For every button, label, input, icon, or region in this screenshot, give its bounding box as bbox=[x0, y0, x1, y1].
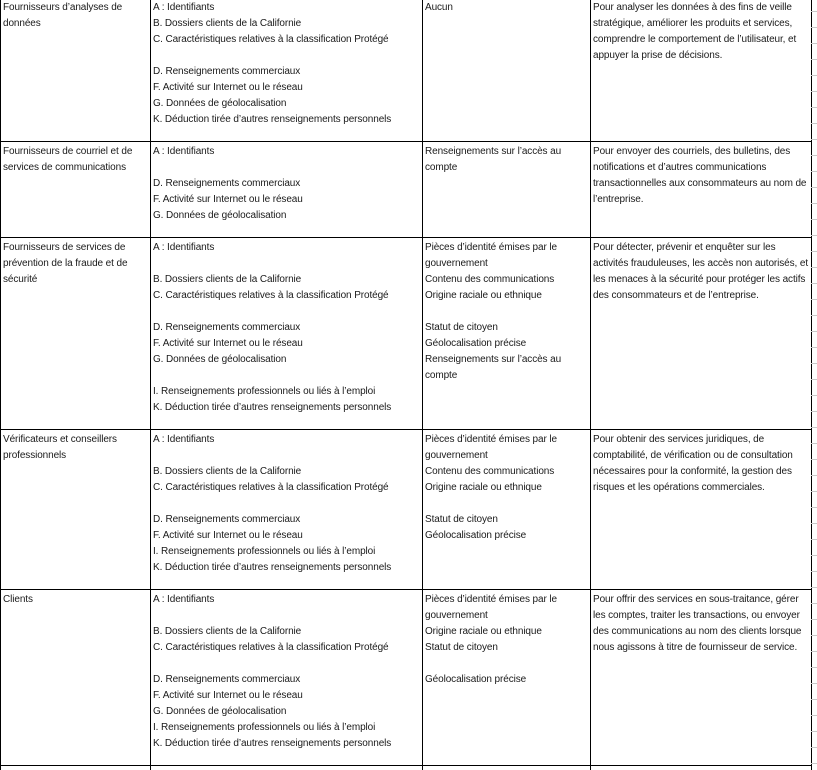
sheet-row-tick bbox=[811, 267, 817, 268]
info-categories-cell bbox=[153, 240, 421, 416]
cell-line: I. Renseignements professionnels ou liés à l’emploi bbox=[153, 722, 376, 733]
cell-line: gouvernement bbox=[425, 450, 488, 461]
cell-line: B. Dossiers clients de la Californie bbox=[153, 18, 302, 29]
cell-line: Renseignements sur l’accès au bbox=[425, 146, 562, 157]
cell-line: C. Caractéristiques relatives à la classification Protégé bbox=[153, 290, 389, 301]
cell-line bbox=[153, 256, 421, 272]
sheet-row-tick bbox=[811, 411, 817, 412]
category-label: Fournisseurs de courriel et de services de communications bbox=[3, 146, 133, 173]
cell-line: B. Dossiers clients de la Californie bbox=[153, 626, 302, 637]
purpose-text: Pour détecter, prévenir et enquêter sur les activités frauduleuses, les accès non autorisés, et les menaces à la sécurité pour protéger les actifs des consommateurs et de l’entreprise. bbox=[593, 242, 809, 301]
sheet-row-tick bbox=[811, 235, 817, 236]
sheet-row-tick bbox=[811, 283, 817, 284]
sheet-row-tick bbox=[811, 187, 817, 188]
sheet-row-tick bbox=[811, 427, 817, 428]
sheet-row-tick bbox=[811, 651, 817, 652]
sheet-row-tick bbox=[811, 555, 817, 556]
purpose-cell bbox=[593, 144, 811, 208]
column-divider bbox=[150, 0, 151, 770]
cell-line: F. Activité sur Internet ou le réseau bbox=[153, 690, 303, 701]
cell-line: gouvernement bbox=[425, 610, 488, 621]
category-cell bbox=[3, 144, 145, 176]
category-cell bbox=[3, 592, 145, 608]
cell-line: G. Données de géolocalisation bbox=[153, 706, 287, 717]
cell-line bbox=[153, 304, 421, 320]
cell-line: K. Déduction tirée d’autres renseignements personnels bbox=[153, 562, 392, 573]
row-divider bbox=[0, 765, 811, 766]
cell-line: B. Dossiers clients de la Californie bbox=[153, 466, 302, 477]
cell-line: A : Identifiants bbox=[153, 2, 215, 13]
cell-line: F. Activité sur Internet ou le réseau bbox=[153, 82, 303, 93]
cell-line: F. Activité sur Internet ou le réseau bbox=[153, 338, 303, 349]
sheet-row-tick bbox=[811, 379, 817, 380]
sheet-row-tick bbox=[811, 331, 817, 332]
sheet-row-tick bbox=[811, 699, 817, 700]
sheet-row-tick bbox=[811, 667, 817, 668]
sheet-row-tick bbox=[811, 619, 817, 620]
cell-line bbox=[153, 160, 421, 176]
cell-line: G. Données de géolocalisation bbox=[153, 210, 287, 221]
cell-line: Origine raciale ou ethnique bbox=[425, 482, 542, 493]
category-cell bbox=[3, 0, 145, 32]
sheet-row-tick bbox=[811, 587, 817, 588]
cell-line: G. Données de géolocalisation bbox=[153, 354, 287, 365]
sheet-row-tick bbox=[811, 315, 817, 316]
sensitive-info-cell bbox=[425, 432, 589, 544]
column-divider bbox=[0, 0, 1, 770]
cell-line: Statut de citoyen bbox=[425, 642, 498, 653]
cell-line: F. Activité sur Internet ou le réseau bbox=[153, 530, 303, 541]
cell-line: Statut de citoyen bbox=[425, 514, 498, 525]
info-categories-cell bbox=[153, 592, 421, 752]
sensitive-info-cell bbox=[425, 240, 589, 384]
purpose-text: Pour analyser les données à des fins de veille stratégique, améliorer les produits et services, comprendre le comportement de l’utilisateur, et appuyer la prise de décisions. bbox=[593, 2, 797, 61]
cell-line: Contenu des communications bbox=[425, 274, 555, 285]
sheet-row-tick bbox=[811, 683, 817, 684]
category-label: Clients bbox=[3, 594, 33, 605]
info-categories-cell bbox=[153, 0, 421, 128]
cell-line: Géolocalisation précise bbox=[425, 338, 527, 349]
sheet-row-tick bbox=[811, 635, 817, 636]
cell-line: K. Déduction tirée d’autres renseignements personnels bbox=[153, 402, 392, 413]
cell-line: D. Renseignements commerciaux bbox=[153, 66, 301, 77]
category-label: Fournisseurs de services de prévention de la fraude et de sécurité bbox=[3, 242, 128, 285]
purpose-cell bbox=[593, 432, 811, 496]
cell-line: A : Identifiants bbox=[153, 242, 215, 253]
cell-line: D. Renseignements commerciaux bbox=[153, 674, 301, 685]
cell-line bbox=[153, 608, 421, 624]
cell-line: A : Identifiants bbox=[153, 146, 215, 157]
sheet-row-tick bbox=[811, 27, 817, 28]
cell-line: B. Dossiers clients de la Californie bbox=[153, 274, 302, 285]
sheet-row-tick bbox=[811, 507, 817, 508]
cell-line: Pièces d’identité émises par le bbox=[425, 594, 557, 605]
sheet-row-tick bbox=[811, 299, 817, 300]
sheet-row-tick bbox=[811, 571, 817, 572]
sheet-row-tick bbox=[811, 747, 817, 748]
cell-line bbox=[153, 656, 421, 672]
category-cell bbox=[3, 432, 145, 464]
sheet-row-tick bbox=[811, 251, 817, 252]
cell-line: compte bbox=[425, 370, 458, 381]
sheet-row-tick bbox=[811, 59, 817, 60]
cell-line: Origine raciale ou ethnique bbox=[425, 290, 542, 301]
sheet-row-tick bbox=[811, 475, 817, 476]
sheet-row-tick bbox=[811, 11, 817, 12]
purpose-cell bbox=[593, 0, 811, 64]
cell-line: C. Caractéristiques relatives à la classification Protégé bbox=[153, 482, 389, 493]
cell-line bbox=[153, 368, 421, 384]
cell-line: A : Identifiants bbox=[153, 594, 215, 605]
column-divider bbox=[590, 0, 591, 770]
sheet-row-tick bbox=[811, 459, 817, 460]
sheet-row-tick bbox=[811, 539, 817, 540]
info-categories-cell bbox=[153, 144, 421, 224]
cell-line bbox=[425, 656, 589, 672]
cell-line: A : Identifiants bbox=[153, 434, 215, 445]
category-cell bbox=[3, 240, 145, 288]
sensitive-info-cell bbox=[425, 144, 589, 176]
sheet-row-tick bbox=[811, 43, 817, 44]
purpose-cell bbox=[593, 592, 811, 656]
sheet-row-tick bbox=[811, 91, 817, 92]
row-divider bbox=[0, 237, 811, 238]
cell-line: Origine raciale ou ethnique bbox=[425, 626, 542, 637]
sheet-row-tick bbox=[811, 395, 817, 396]
cell-line: Contenu des communications bbox=[425, 466, 555, 477]
sheet-row-tick bbox=[811, 139, 817, 140]
sheet-row-tick bbox=[811, 123, 817, 124]
sheet-row-tick bbox=[811, 347, 817, 348]
cell-line: C. Caractéristiques relatives à la classification Protégé bbox=[153, 642, 389, 653]
cell-line bbox=[153, 48, 421, 64]
purpose-text: Pour offrir des services en sous-traitance, gérer les comptes, traiter les transactions, ou envoyer des communications au nom des clients lorsque nous agissons à titre de fournisseur de service. bbox=[593, 594, 802, 653]
cell-line: I. Renseignements professionnels ou liés à l’emploi bbox=[153, 386, 376, 397]
cell-line: F. Activité sur Internet ou le réseau bbox=[153, 194, 303, 205]
cell-line bbox=[425, 496, 589, 512]
sheet-row-tick bbox=[811, 107, 817, 108]
sheet-row-tick bbox=[811, 523, 817, 524]
cell-line: Aucun bbox=[425, 2, 453, 13]
sheet-row-tick bbox=[811, 363, 817, 364]
cell-line: gouvernement bbox=[425, 258, 488, 269]
purpose-text: Pour obtenir des services juridiques, de comptabilité, de vérification ou de consultation nécessaires pour la conformité, la gestion des risques et les opérations commerciales. bbox=[593, 434, 793, 493]
sensitive-info-cell bbox=[425, 592, 589, 688]
sheet-row-tick bbox=[811, 203, 817, 204]
row-divider bbox=[0, 589, 811, 590]
sensitive-info-cell bbox=[425, 0, 589, 16]
purpose-cell bbox=[593, 240, 811, 304]
cell-line: D. Renseignements commerciaux bbox=[153, 322, 301, 333]
cell-line: G. Données de géolocalisation bbox=[153, 98, 287, 109]
sheet-row-tick bbox=[811, 603, 817, 604]
cell-line: Géolocalisation précise bbox=[425, 530, 527, 541]
sheet-row-tick bbox=[811, 763, 817, 764]
cell-line: Statut de citoyen bbox=[425, 322, 498, 333]
info-categories-cell bbox=[153, 432, 421, 576]
cell-line: Pièces d’identité émises par le bbox=[425, 434, 557, 445]
cell-line: Géolocalisation précise bbox=[425, 674, 527, 685]
category-label: Fournisseurs d’analyses de données bbox=[3, 2, 123, 29]
cell-line: compte bbox=[425, 162, 458, 173]
sheet-row-tick bbox=[811, 491, 817, 492]
cell-line bbox=[153, 448, 421, 464]
sheet-row-tick bbox=[811, 715, 817, 716]
cell-line bbox=[153, 496, 421, 512]
category-label: Vérificateurs et conseillers professionnels bbox=[3, 434, 117, 461]
sheet-row-tick bbox=[811, 731, 817, 732]
cell-line: K. Déduction tirée d’autres renseignements personnels bbox=[153, 114, 392, 125]
cell-line: D. Renseignements commerciaux bbox=[153, 178, 301, 189]
cell-line bbox=[425, 304, 589, 320]
row-divider bbox=[0, 429, 811, 430]
sheet-row-tick bbox=[811, 443, 817, 444]
row-divider bbox=[0, 141, 811, 142]
column-divider bbox=[811, 0, 812, 770]
sheet-row-tick bbox=[811, 171, 817, 172]
purpose-text: Pour envoyer des courriels, des bulletins, des notifications et d’autres communications transactionnelles aux consommateurs au nom de l’entreprise. bbox=[593, 146, 807, 205]
cell-line: Pièces d’identité émises par le bbox=[425, 242, 557, 253]
cell-line: K. Déduction tirée d’autres renseignements personnels bbox=[153, 738, 392, 749]
cell-line: C. Caractéristiques relatives à la classification Protégé bbox=[153, 34, 389, 45]
column-divider bbox=[422, 0, 423, 770]
cell-line: Renseignements sur l’accès au bbox=[425, 354, 562, 365]
cell-line: I. Renseignements professionnels ou liés à l’emploi bbox=[153, 546, 376, 557]
sheet-row-tick bbox=[811, 219, 817, 220]
sheet-row-tick bbox=[811, 75, 817, 76]
sheet-row-tick bbox=[811, 155, 817, 156]
cell-line: D. Renseignements commerciaux bbox=[153, 514, 301, 525]
